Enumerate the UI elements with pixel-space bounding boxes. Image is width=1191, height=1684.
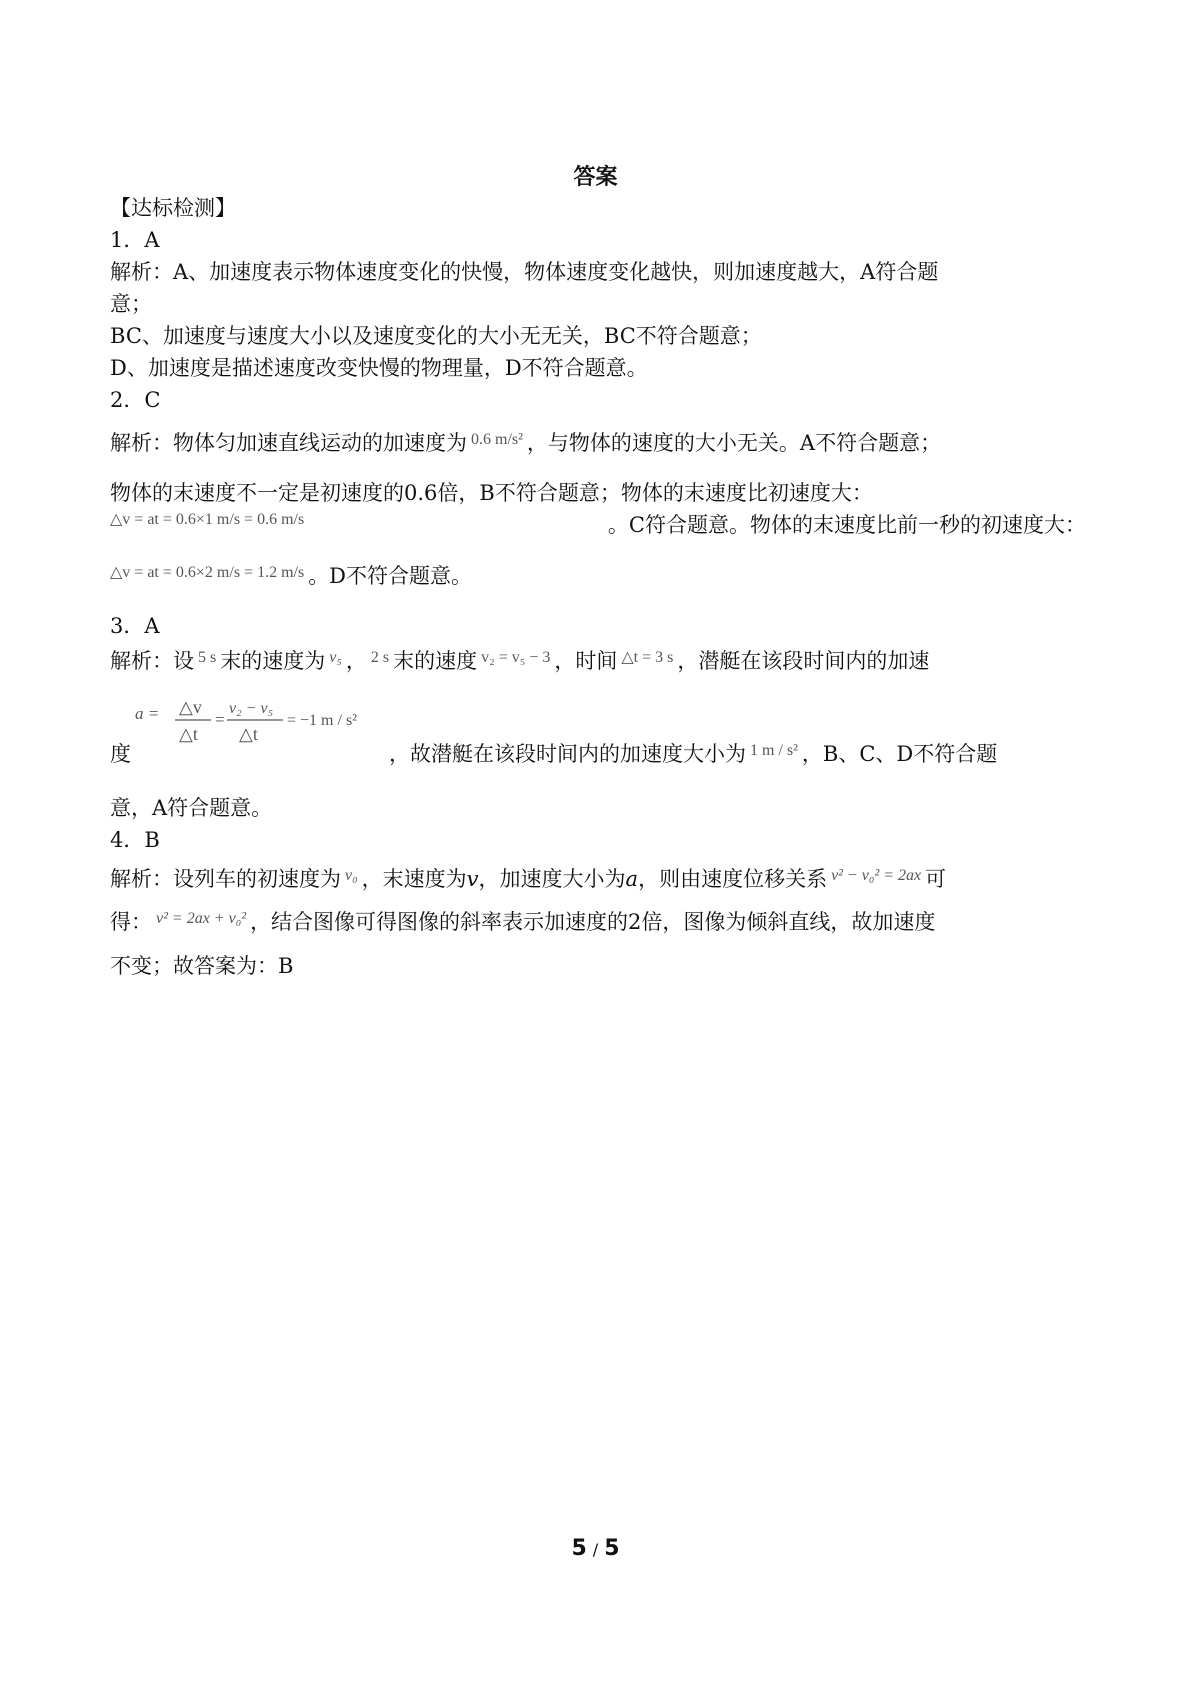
q3-number: 3．A bbox=[110, 614, 160, 638]
q3-text-2a: 度 bbox=[110, 742, 131, 766]
q2-text-1b: ，与物体的速度的大小无关。A不符合题意； bbox=[526, 431, 942, 455]
q4-var-v: v bbox=[466, 867, 479, 891]
answer-content bbox=[110, 192, 1086, 982]
q3-text-1d: 末的速度 bbox=[393, 649, 478, 673]
q3-fraction-svg bbox=[133, 695, 369, 753]
q4-text-1e: 可 bbox=[925, 867, 947, 891]
page-number bbox=[0, 1536, 1191, 1561]
q3-text-1c: ， bbox=[345, 649, 367, 673]
page-separator: / bbox=[592, 1540, 599, 1559]
q3-formula-v5: v₅ bbox=[329, 649, 342, 666]
q2-text-3: 。C符合题意。物体的末速度比前一秒的初速度大： bbox=[607, 513, 1086, 537]
q3-text-1e: ，时间 bbox=[554, 649, 618, 673]
frac-rhs: = −1 m / s² bbox=[287, 712, 357, 729]
q2-line-2: 物体的末速度不一定是初速度的0.6倍，B不符合题意；物体的末速度比初速度大： bbox=[110, 481, 873, 505]
q3-line-3: 意，A符合题意。 bbox=[110, 796, 273, 820]
q4-line-2 bbox=[110, 899, 1086, 942]
q1-number: 1．A bbox=[110, 228, 160, 252]
q4-text-1d: ，则由速度位移关系 bbox=[638, 867, 828, 891]
frac-eq: = bbox=[215, 710, 225, 729]
q3-text-2b: ，故潜艇在该段时间内的加速度大小为 bbox=[389, 742, 746, 766]
q4-formula-relation: v² − v₀² = 2ax bbox=[831, 867, 922, 884]
q3-text-2c: ，B、C、D不符合题 bbox=[801, 742, 998, 766]
q2-formula-delta-v-1: △v = at = 0.6×1 m/s = 0.6 m/s bbox=[110, 511, 305, 528]
q2-line-3 bbox=[110, 509, 1086, 539]
q4-text-1b: ，末速度为 bbox=[361, 867, 467, 891]
q3-text-1b: 末的速度为 bbox=[220, 649, 326, 673]
q2-text-1a: 解析：物体匀加速直线运动的加速度为 bbox=[110, 431, 467, 455]
q3-text-1f: ，潜艇在该段时间内的加速 bbox=[677, 649, 930, 673]
page-total: 5 bbox=[604, 1536, 620, 1561]
q3-line-2 bbox=[110, 695, 1086, 784]
q1-line-2: 意； bbox=[110, 292, 152, 316]
q2-formula-delta-v-2: △v = at = 0.6×2 m/s = 1.2 m/s bbox=[110, 564, 305, 581]
q3-fraction-formula bbox=[133, 695, 369, 753]
q4-formula-rearranged: v² = 2ax + v₀² bbox=[156, 910, 247, 927]
q1-line-3: BC、加速度与速度大小以及速度变化的大小无无关，BC不符合题意； bbox=[110, 324, 762, 348]
q2-text-4: 。D不符合题意。 bbox=[308, 564, 473, 588]
frac1-den: △t bbox=[179, 724, 198, 744]
q4-text-1a: 解析：设列车的初速度为 bbox=[110, 867, 341, 891]
q2-number: 2．C bbox=[110, 388, 161, 412]
q1-line-1: 解析：A、加速度表示物体速度变化的快慢，物体速度变化越快，则加速度越大，A符合题 bbox=[110, 260, 939, 284]
page-title: 答案 bbox=[573, 165, 618, 190]
frac2-den: △t bbox=[239, 724, 258, 744]
q4-number: 4．B bbox=[110, 828, 160, 852]
q2-line-1 bbox=[110, 424, 1086, 459]
frac-lhs: a = bbox=[135, 704, 160, 723]
q3-formula-result: 1 m / s² bbox=[750, 742, 798, 759]
q1-line-4: D、加速度是描述速度改变快慢的物理量，D不符合题意。 bbox=[110, 356, 648, 380]
q3-formula-2s: 2 s bbox=[370, 649, 390, 666]
q2-formula-acceleration: 0.6 m/s² bbox=[471, 431, 523, 448]
q4-line-1 bbox=[110, 856, 1086, 899]
page-current: 5 bbox=[571, 1536, 587, 1561]
q3-line-1 bbox=[110, 642, 1086, 677]
q3-formula-delta-t: △t = 3 s bbox=[621, 649, 674, 666]
q3-formula-5s: 5 s bbox=[198, 649, 217, 666]
section-heading: 【达标检测】 bbox=[110, 196, 236, 220]
frac1-num: △v bbox=[179, 697, 202, 717]
q3-text-1a: 解析：设 bbox=[110, 649, 194, 673]
q4-text-2b: ，结合图像可得图像的斜率表示加速度的2倍，图像为倾斜直线，故加速度 bbox=[250, 910, 936, 934]
q4-text-1c: ，加速度大小为 bbox=[478, 867, 626, 891]
q3-formula-v2: v₂ = v₅ − 3 bbox=[481, 649, 551, 666]
q4-text-2a: 得： bbox=[110, 910, 152, 934]
q4-formula-v0: v₀ bbox=[345, 867, 358, 884]
frac2-num: v₂ − v₅ bbox=[229, 700, 274, 717]
q4-var-a: a bbox=[625, 867, 639, 891]
q2-line-4 bbox=[110, 557, 1086, 592]
q4-line-3: 不变；故答案为：B bbox=[110, 954, 294, 978]
